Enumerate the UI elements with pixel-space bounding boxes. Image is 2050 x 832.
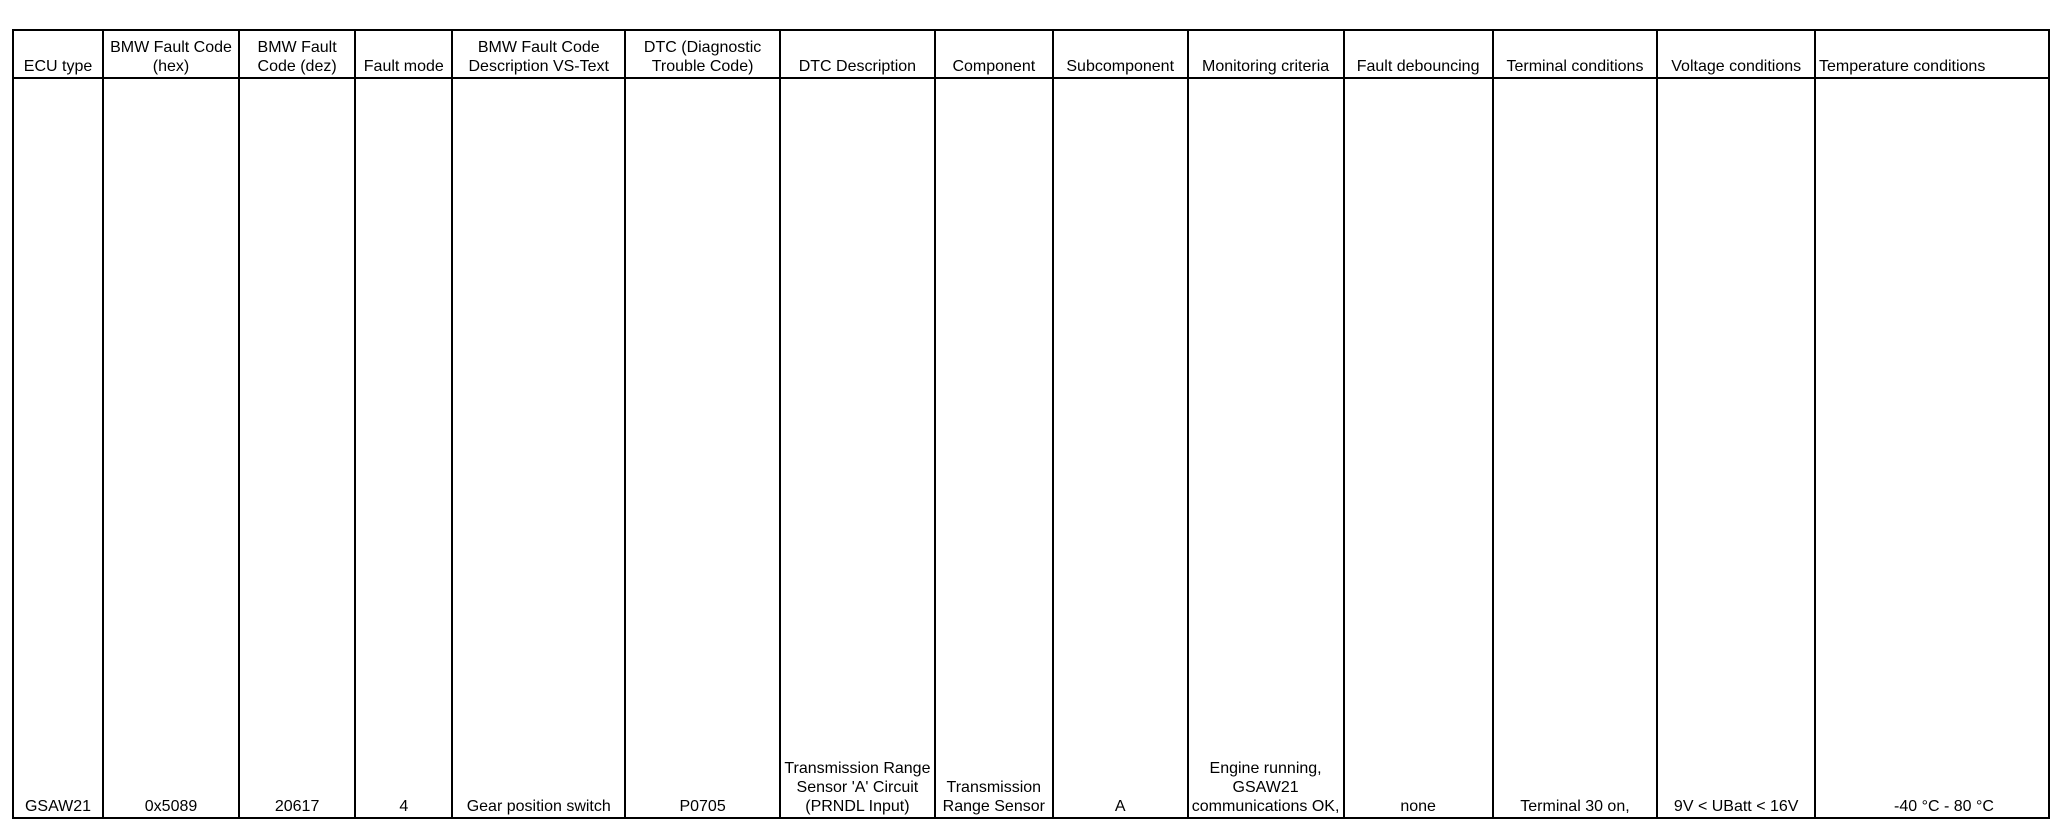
header-temperature-conditions[interactable]: Temperature conditions <box>1815 30 2049 78</box>
cell-monitoring-criteria[interactable]: Engine running, GSAW21 communications OK, <box>1188 78 1344 818</box>
cell-dtc[interactable]: P0705 <box>625 78 780 818</box>
table-row <box>13 78 2049 818</box>
header-fault-code-hex[interactable]: BMW Fault Code (hex) <box>103 30 239 78</box>
header-row <box>13 30 2049 78</box>
cell-subcomponent[interactable]: A <box>1053 78 1188 818</box>
fault-code-table <box>12 29 2050 819</box>
cell-fault-debouncing[interactable]: none <box>1344 78 1493 818</box>
header-voltage-conditions[interactable]: Voltage conditions <box>1657 30 1815 78</box>
cell-fault-mode[interactable]: 4 <box>355 78 452 818</box>
header-dtc[interactable]: DTC (Diagnostic Trouble Code) <box>625 30 780 78</box>
header-fault-code-dez[interactable]: BMW Fault Code (dez) <box>239 30 355 78</box>
cell-terminal-conditions[interactable]: Terminal 30 on, <box>1493 78 1658 818</box>
cell-fault-code-hex[interactable]: 0x5089 <box>103 78 239 818</box>
cell-ecu-type[interactable]: GSAW21 <box>13 78 103 818</box>
header-terminal-conditions[interactable]: Terminal conditions <box>1493 30 1658 78</box>
header-component[interactable]: Component <box>935 30 1053 78</box>
header-dtc-description[interactable]: DTC Description <box>780 30 935 78</box>
header-subcomponent[interactable]: Subcomponent <box>1053 30 1188 78</box>
cell-fault-code-dez[interactable]: 20617 <box>239 78 355 818</box>
header-monitoring-criteria[interactable]: Monitoring criteria <box>1188 30 1344 78</box>
header-fault-mode[interactable]: Fault mode <box>355 30 452 78</box>
cell-temperature-conditions[interactable]: -40 °C - 80 °C <box>1815 78 2049 818</box>
cell-vs-text[interactable]: Gear position switch <box>452 78 625 818</box>
header-vs-text[interactable]: BMW Fault Code Description VS-Text <box>452 30 625 78</box>
header-ecu-type[interactable]: ECU type <box>13 30 103 78</box>
cell-voltage-conditions[interactable]: 9V < UBatt < 16V <box>1657 78 1815 818</box>
header-fault-debouncing[interactable]: Fault debouncing <box>1344 30 1493 78</box>
cell-component[interactable]: Transmission Range Sensor <box>935 78 1053 818</box>
cell-dtc-description[interactable]: Transmission Range Sensor 'A' Circuit (PRNDL Input) <box>780 78 935 818</box>
